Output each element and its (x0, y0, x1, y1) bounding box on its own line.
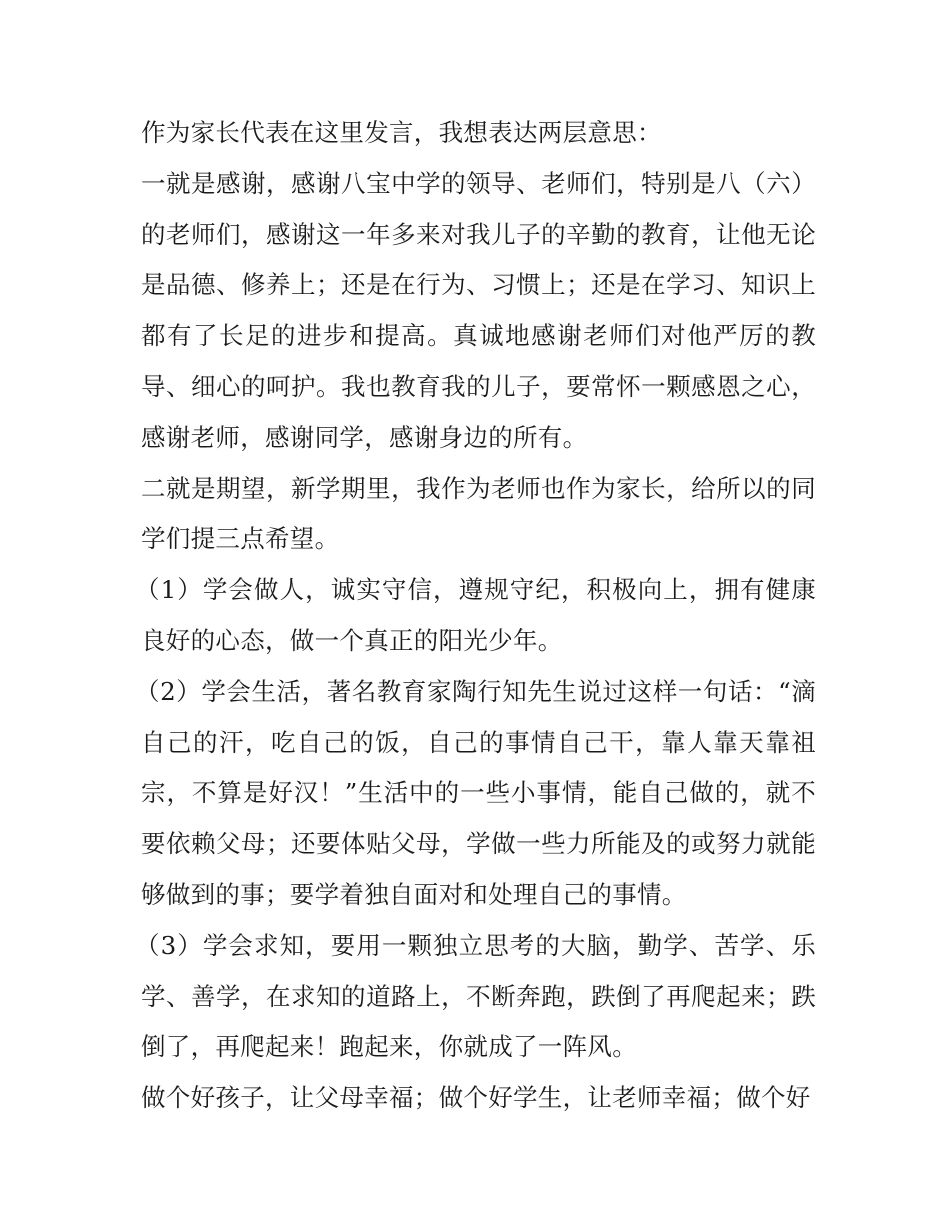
paragraph-closing: 做个好孩子，让父母幸福；做个好学生，让老师幸福；做个好 (141, 1083, 811, 1113)
paragraph-point-2: （2）学会生活，著名教育家陶行知先生说过这样一句话：“滴自己的汗，吃自己的饭，自己的事情自己干，靠人靠天靠祖宗，不算是好汉！”生活中的一些小事情，能自己做的，就不要依赖父母；还要体贴父母，学做一些力所能及的或努力就能够做到的事；要学着独自面对和处理自己的事情。 (135, 676, 816, 909)
document-body (135, 108, 816, 1124)
paragraph-expectation: 二就是期望，新学期里，我作为老师也作为家长，给所以的同学们提三点希望。 (141, 473, 816, 554)
paragraph-intro: 作为家长代表在这里发言，我想表达两层意思： (141, 118, 662, 147)
paragraph-point-3: （3）学会求知，要用一颗独立思考的大脑，勤学、苦学、乐学、善学，在求知的道路上，不断奔跑，跌倒了再爬起来；跌倒了，再爬起来！跑起来，你就成了一阵风。 (135, 930, 816, 1062)
paragraph-point-1: （1）学会做人，诚实守信，遵规守纪，积极向上，拥有健康良好的心态，做一个真正的阳光少年。 (135, 575, 816, 655)
paragraph-gratitude: 一就是感谢，感谢八宝中学的领导、老师们，特别是八（六）的老师们，感谢这一年多来对我儿子的辛勤的教育，让他无论是品德、修养上；还是在行为、习惯上；还是在学习、知识上都有了长足的进步和提高。真诚地感谢老师们对他严厉的教导、细心的呵护。我也教育我的儿子，要常怀一颗感恩之心，感谢老师，感谢同学，感谢身边的所有。 (141, 168, 816, 452)
